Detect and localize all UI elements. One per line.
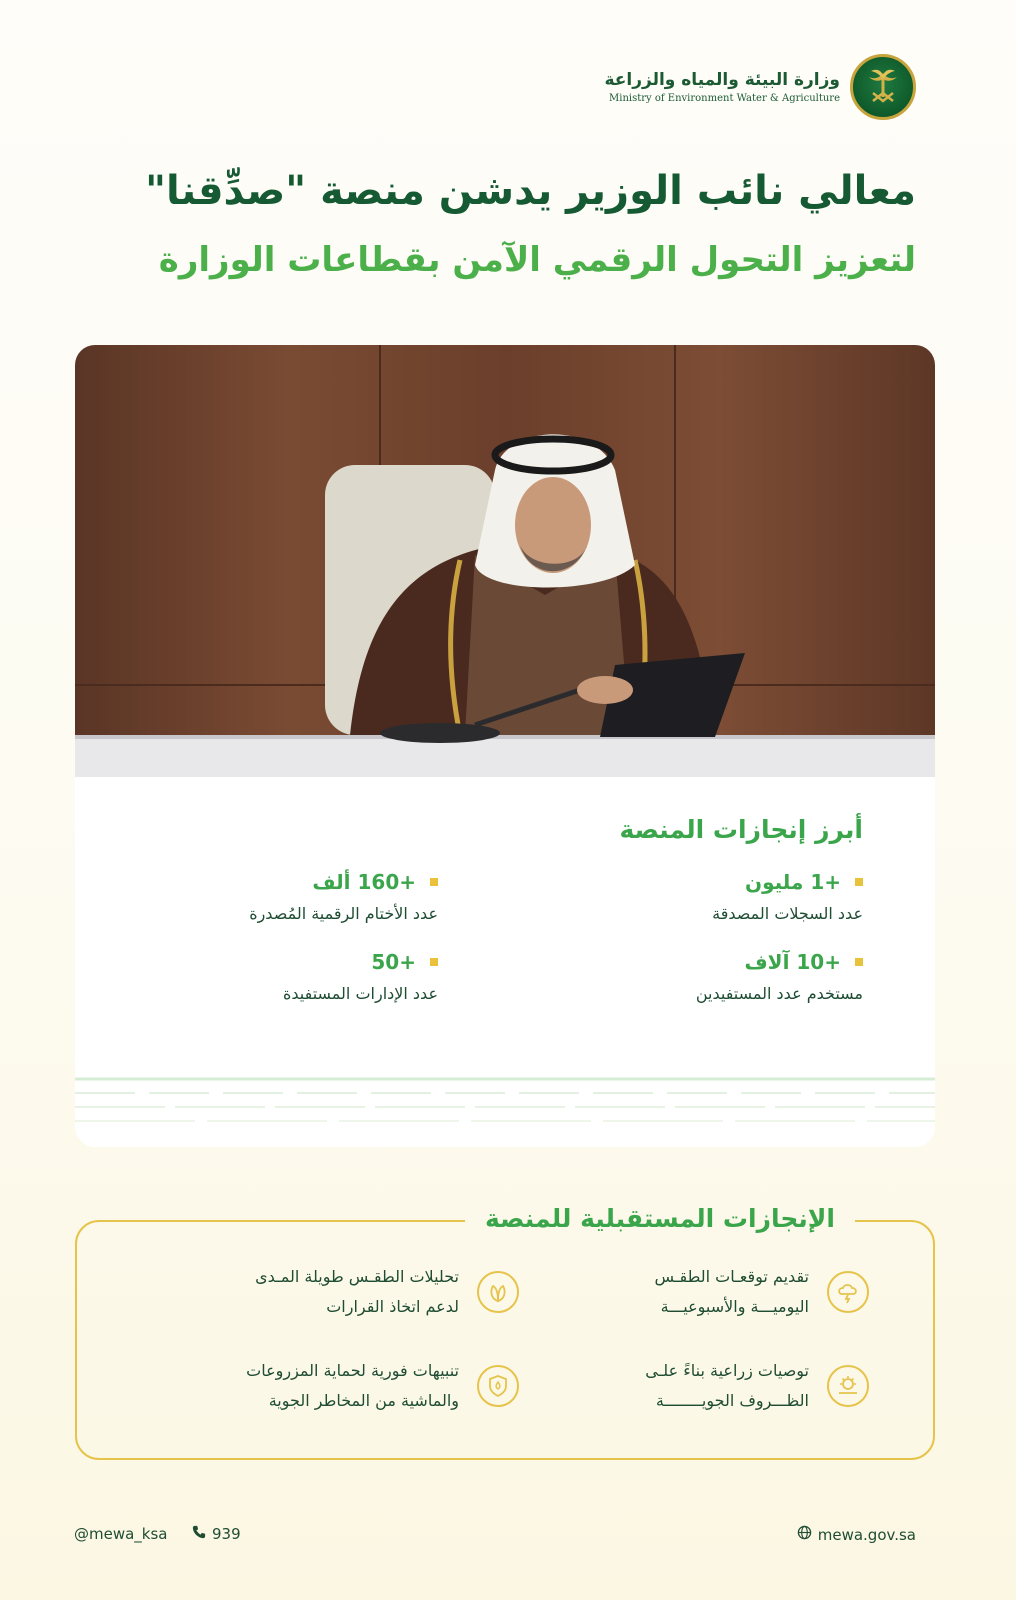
- stat-departments: [118, 950, 438, 1003]
- future-item-alerts: [246, 1356, 519, 1416]
- footer-phone[interactable]: [192, 1525, 241, 1543]
- stat-records: [543, 870, 863, 923]
- feature-line: توصيات زراعية بناءً علـى: [645, 1361, 809, 1380]
- footer-website[interactable]: [797, 1525, 916, 1544]
- stat-users: [543, 950, 863, 1003]
- feature-line: تقديم توقعـات الطقـس: [654, 1267, 809, 1286]
- feature-line: تحليلات الطقـس طويلة المـدى: [255, 1267, 459, 1286]
- future-heading: الإنجازات المستقبلية للمنصة: [465, 1196, 855, 1242]
- minister-photo: [75, 345, 935, 777]
- storm-cloud-icon: [827, 1271, 869, 1313]
- phone-icon: [192, 1525, 206, 1543]
- feature-line: اليوميـــة والأسبوعيـــة: [660, 1297, 809, 1316]
- org-name-en: Ministry of Environment Water & Agriculture: [609, 93, 840, 104]
- palm-emblem-icon: [850, 54, 916, 120]
- stat-label: عدد الإدارات المستفيدة: [283, 984, 438, 1003]
- stat-label: مستخدم عدد المستفيدين: [695, 984, 863, 1003]
- stat-label: عدد الأختام الرقمية المُصدرة: [249, 904, 438, 923]
- bullet-icon: [430, 958, 438, 966]
- future-achievements-box: [75, 1220, 935, 1460]
- stat-value: +50: [371, 950, 416, 974]
- stat-label: عدد السجلات المصدقة: [712, 904, 863, 923]
- globe-icon: [797, 1525, 812, 1544]
- sun-cloud-icon: [827, 1365, 869, 1407]
- page-title: معالي نائب الوزير يدشن منصة "صدِّقنا": [145, 168, 916, 214]
- website-text[interactable]: mewa.gov.sa: [817, 1525, 916, 1544]
- stat-value: +10 آلاف: [744, 950, 841, 974]
- page-subtitle: لتعزيز التحول الرقمي الآمن بقطاعات الوزارة: [158, 240, 916, 280]
- stat-value: +160 ألف: [312, 870, 416, 894]
- footer-handle[interactable]: [74, 1525, 168, 1543]
- stat-value: +1 مليون: [745, 870, 841, 894]
- org-name-ar: وزارة البيئة والمياه والزراعة: [604, 70, 840, 90]
- drop-shield-icon: [477, 1365, 519, 1407]
- feature-line: لدعم اتخاذ القرارات: [326, 1297, 459, 1316]
- decorative-lines: [75, 1057, 935, 1147]
- future-item-recommendations: [645, 1356, 869, 1416]
- leaves-icon: [477, 1271, 519, 1313]
- handle-text[interactable]: @mewa_ksa: [74, 1525, 168, 1543]
- phone-text[interactable]: 939: [212, 1525, 241, 1543]
- future-item-longterm: [255, 1262, 519, 1322]
- achievements-card: [75, 345, 935, 1147]
- bullet-icon: [430, 878, 438, 886]
- feature-line: تنبيهات فورية لحماية المزروعات: [246, 1361, 459, 1380]
- achievements-heading: أبرز إنجازات المنصة: [619, 815, 863, 844]
- bullet-icon: [855, 878, 863, 886]
- ministry-logo: [604, 54, 916, 120]
- stat-seals: [118, 870, 438, 923]
- bullet-icon: [855, 958, 863, 966]
- feature-line: الظـــروف الجويــــــــة: [655, 1391, 809, 1410]
- future-item-forecast: [654, 1262, 869, 1322]
- feature-line: والماشية من المخاطر الجوية: [268, 1391, 459, 1410]
